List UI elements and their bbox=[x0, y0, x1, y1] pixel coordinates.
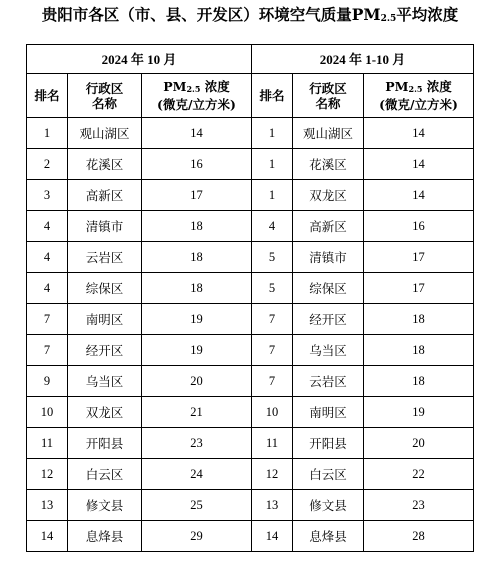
month-pm25-cell: 25 bbox=[142, 490, 252, 521]
ytd-pm25-cell: 22 bbox=[364, 459, 474, 490]
month-pm25-cell: 24 bbox=[142, 459, 252, 490]
ytd-district-cell: 息烽县 bbox=[293, 521, 364, 552]
table-row bbox=[27, 397, 474, 428]
month-pm25-cell: 18 bbox=[142, 273, 252, 304]
month-rank-cell: 3 bbox=[27, 180, 68, 211]
rank-header: 排名 bbox=[27, 74, 68, 118]
month-pm25-cell: 19 bbox=[142, 335, 252, 366]
ytd-district-cell: 云岩区 bbox=[293, 366, 364, 397]
table-row bbox=[27, 273, 474, 304]
ytd-rank-cell: 11 bbox=[252, 428, 293, 459]
month-district-cell: 经开区 bbox=[68, 335, 142, 366]
table-row bbox=[27, 211, 474, 242]
ytd-pm25-cell: 16 bbox=[364, 211, 474, 242]
ytd-district-cell: 花溪区 bbox=[293, 149, 364, 180]
ytd-rank-cell: 4 bbox=[252, 211, 293, 242]
month-district-cell: 花溪区 bbox=[68, 149, 142, 180]
title-prefix: 贵阳市各区（市、县、开发区）环境空气质量PM bbox=[41, 5, 381, 24]
district-header: 行政区 名称 bbox=[68, 74, 142, 118]
month-rank-cell: 13 bbox=[27, 490, 68, 521]
month-pm25-cell: 19 bbox=[142, 304, 252, 335]
month-rank-cell: 4 bbox=[27, 242, 68, 273]
ytd-pm25-cell: 28 bbox=[364, 521, 474, 552]
ytd-rank-cell: 7 bbox=[252, 304, 293, 335]
period-month-header: 2024 年 10 月 bbox=[27, 45, 252, 74]
ytd-pm25-cell: 20 bbox=[364, 428, 474, 459]
ytd-district-cell: 经开区 bbox=[293, 304, 364, 335]
month-rank-cell: 4 bbox=[27, 211, 68, 242]
pm25-header: $PM_{2.5}$ 浓度 (微克/立方米) bbox=[364, 74, 474, 118]
month-district-cell: 观山湖区 bbox=[68, 118, 142, 149]
month-district-cell: 清镇市 bbox=[68, 211, 142, 242]
ytd-pm25-cell: 18 bbox=[364, 366, 474, 397]
page-title bbox=[0, 4, 500, 30]
ytd-district-cell: 综保区 bbox=[293, 273, 364, 304]
month-pm25-cell: 17 bbox=[142, 180, 252, 211]
month-pm25-cell: 21 bbox=[142, 397, 252, 428]
month-district-cell: 修文县 bbox=[68, 490, 142, 521]
table-row bbox=[27, 149, 474, 180]
month-rank-cell: 2 bbox=[27, 149, 68, 180]
ytd-pm25-cell: 17 bbox=[364, 242, 474, 273]
table-row bbox=[27, 118, 474, 149]
table-row bbox=[27, 335, 474, 366]
ytd-district-cell: 白云区 bbox=[293, 459, 364, 490]
column-header-row bbox=[27, 74, 474, 118]
month-rank-cell: 11 bbox=[27, 428, 68, 459]
month-rank-cell: 12 bbox=[27, 459, 68, 490]
rank-header: 排名 bbox=[252, 74, 293, 118]
ytd-pm25-cell: 14 bbox=[364, 118, 474, 149]
ytd-pm25-cell: 18 bbox=[364, 335, 474, 366]
ytd-rank-cell: 13 bbox=[252, 490, 293, 521]
ytd-district-cell: 高新区 bbox=[293, 211, 364, 242]
ytd-pm25-cell: 17 bbox=[364, 273, 474, 304]
title-suffix: 平均浓度 bbox=[396, 5, 459, 24]
ytd-rank-cell: 5 bbox=[252, 273, 293, 304]
pm25-header: $PM_{2.5}$ 浓度 (微克/立方米) bbox=[142, 74, 252, 118]
month-district-cell: 开阳县 bbox=[68, 428, 142, 459]
ytd-rank-cell: 1 bbox=[252, 118, 293, 149]
ytd-pm25-cell: 14 bbox=[364, 149, 474, 180]
month-pm25-cell: 23 bbox=[142, 428, 252, 459]
month-rank-cell: 4 bbox=[27, 273, 68, 304]
ytd-rank-cell: 1 bbox=[252, 149, 293, 180]
month-district-cell: 云岩区 bbox=[68, 242, 142, 273]
ytd-district-cell: 观山湖区 bbox=[293, 118, 364, 149]
month-district-cell: 息烽县 bbox=[68, 521, 142, 552]
ytd-rank-cell: 10 bbox=[252, 397, 293, 428]
table-row bbox=[27, 428, 474, 459]
ytd-pm25-cell: 19 bbox=[364, 397, 474, 428]
month-pm25-cell: 20 bbox=[142, 366, 252, 397]
table-row bbox=[27, 180, 474, 211]
month-pm25-cell: 18 bbox=[142, 242, 252, 273]
month-rank-cell: 7 bbox=[27, 304, 68, 335]
month-pm25-cell: 16 bbox=[142, 149, 252, 180]
ytd-pm25-cell: 18 bbox=[364, 304, 474, 335]
ytd-rank-cell: 14 bbox=[252, 521, 293, 552]
period-ytd-header: 2024 年 1-10 月 bbox=[252, 45, 474, 74]
ytd-district-cell: 清镇市 bbox=[293, 242, 364, 273]
title-subscript: 2.5 bbox=[380, 14, 397, 24]
ytd-rank-cell: 5 bbox=[252, 242, 293, 273]
period-header-row bbox=[27, 45, 474, 74]
month-pm25-cell: 18 bbox=[142, 211, 252, 242]
pm25-ranking-table bbox=[26, 44, 474, 552]
ytd-district-cell: 乌当区 bbox=[293, 335, 364, 366]
month-district-cell: 南明区 bbox=[68, 304, 142, 335]
ytd-district-cell: 南明区 bbox=[293, 397, 364, 428]
month-district-cell: 高新区 bbox=[68, 180, 142, 211]
ytd-district-cell: 修文县 bbox=[293, 490, 364, 521]
month-pm25-cell: 29 bbox=[142, 521, 252, 552]
table-row bbox=[27, 521, 474, 552]
table-row bbox=[27, 490, 474, 521]
month-rank-cell: 1 bbox=[27, 118, 68, 149]
ytd-rank-cell: 12 bbox=[252, 459, 293, 490]
month-district-cell: 双龙区 bbox=[68, 397, 142, 428]
table-row bbox=[27, 242, 474, 273]
ytd-rank-cell: 7 bbox=[252, 335, 293, 366]
month-district-cell: 综保区 bbox=[68, 273, 142, 304]
ytd-district-cell: 开阳县 bbox=[293, 428, 364, 459]
table-row bbox=[27, 304, 474, 335]
month-district-cell: 白云区 bbox=[68, 459, 142, 490]
month-pm25-cell: 14 bbox=[142, 118, 252, 149]
month-rank-cell: 14 bbox=[27, 521, 68, 552]
ytd-pm25-cell: 23 bbox=[364, 490, 474, 521]
month-rank-cell: 10 bbox=[27, 397, 68, 428]
month-district-cell: 乌当区 bbox=[68, 366, 142, 397]
month-rank-cell: 9 bbox=[27, 366, 68, 397]
ytd-pm25-cell: 14 bbox=[364, 180, 474, 211]
ytd-rank-cell: 7 bbox=[252, 366, 293, 397]
table-row bbox=[27, 366, 474, 397]
district-header: 行政区 名称 bbox=[293, 74, 364, 118]
table-row bbox=[27, 459, 474, 490]
month-rank-cell: 7 bbox=[27, 335, 68, 366]
ytd-rank-cell: 1 bbox=[252, 180, 293, 211]
ytd-district-cell: 双龙区 bbox=[293, 180, 364, 211]
